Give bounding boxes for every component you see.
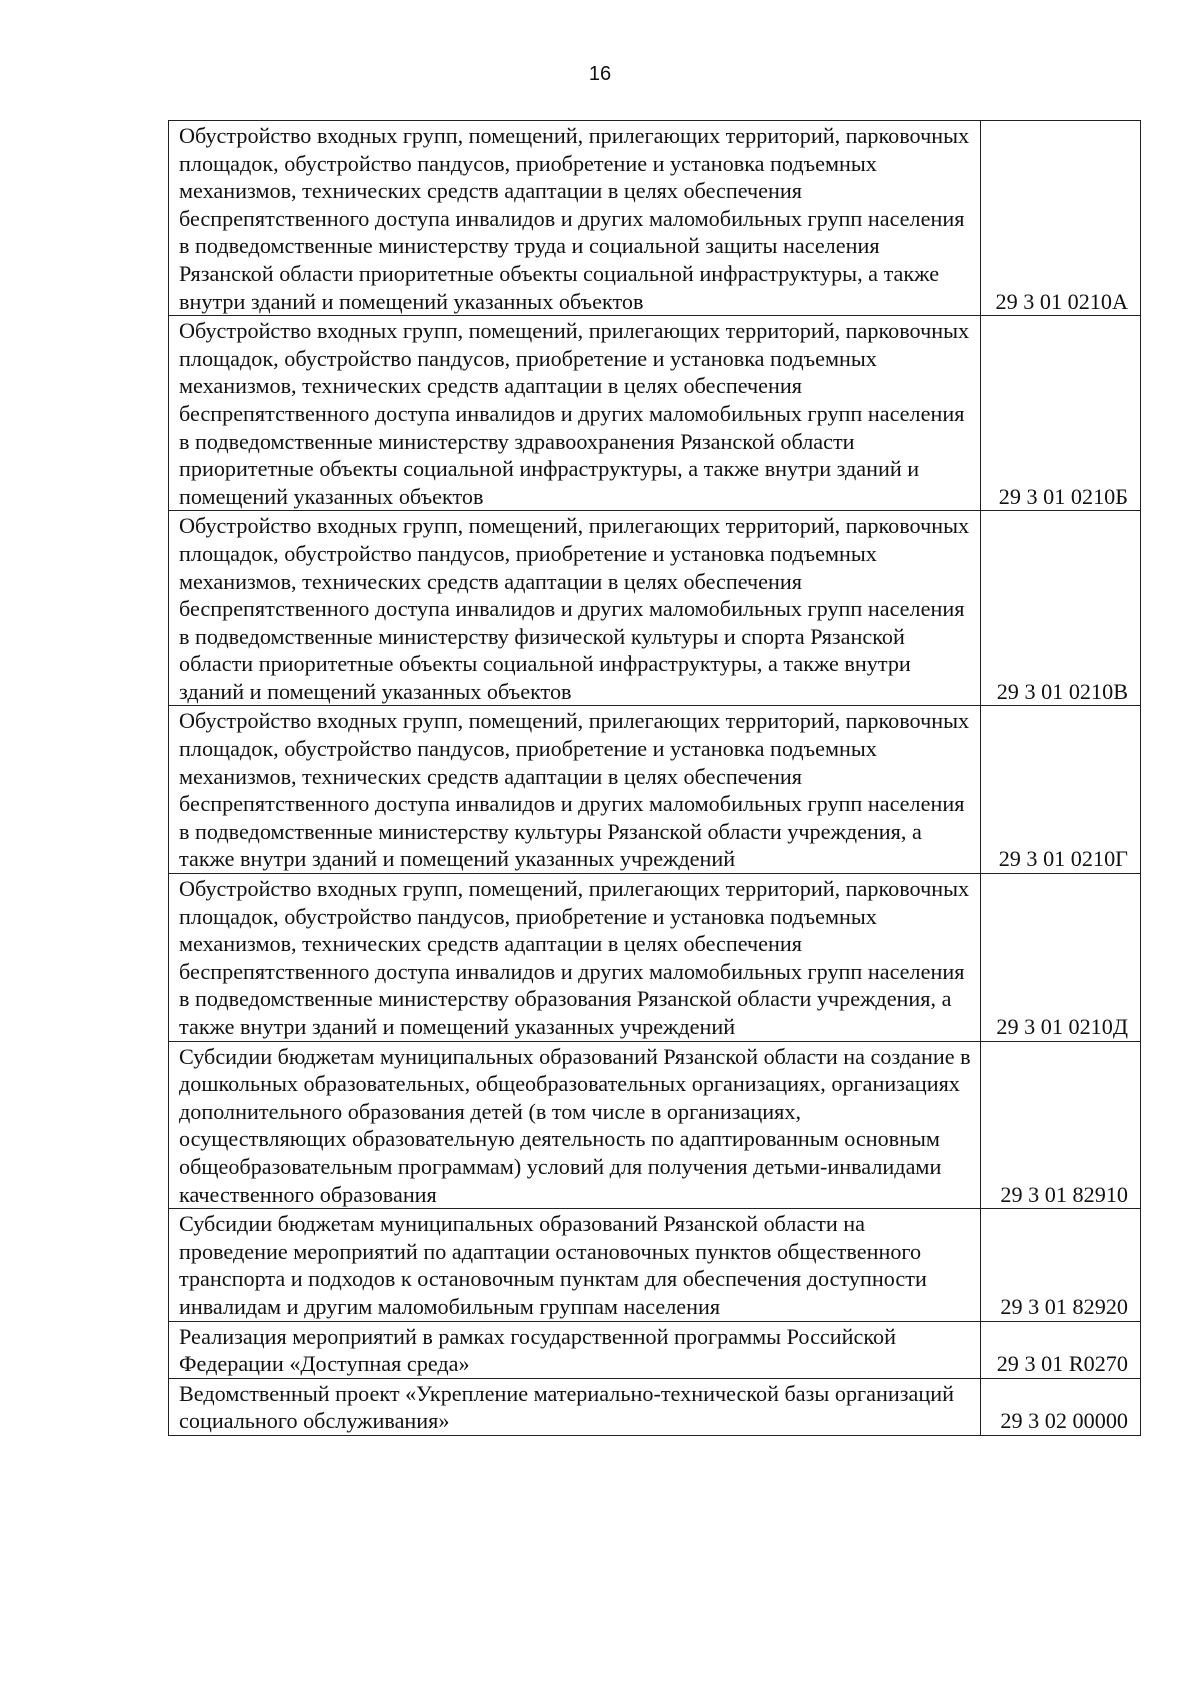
- table-row: [169, 121, 1141, 316]
- row-code: 29 3 01 0210Б: [980, 316, 1140, 511]
- row-code: 29 3 01 0210Г: [980, 706, 1140, 874]
- row-description: Обустройство входных групп, помещений, прилегающих территорий, парковочных площадок, обустройство пандусов, приобретение и установка подъемных механизмов, технических средств адаптации в целях обеспечения беспрепятственного доступа инвалидов и других маломобильных групп населения в подведомственные министерству культуры Рязанской области учреждения, а также внутри зданий и помещений указанных учреждений: [169, 706, 981, 874]
- row-code: 29 3 01 R0270: [980, 1321, 1140, 1378]
- table-row: [169, 511, 1141, 706]
- page-number: 16: [588, 63, 612, 85]
- budget-code-table: [168, 120, 1141, 1436]
- row-code: 29 3 01 0210В: [980, 511, 1140, 706]
- row-description: Субсидии бюджетам муниципальных образований Рязанской области на создание в дошкольных образовательных, общеобразовательных организациях, организациях дополнительного образования детей (в том числе в организациях, осуществляющих образовательную деятельность по адаптированным основным общеобразовательным программам) условий для получения детьми-инвалидами качественного образования: [169, 1041, 981, 1209]
- table-row: [169, 706, 1141, 874]
- row-description: Обустройство входных групп, помещений, прилегающих территорий, парковочных площадок, обустройство пандусов, приобретение и установка подъемных механизмов, технических средств адаптации в целях обеспечения беспрепятственного доступа инвалидов и других маломобильных групп населения в подведомственные министерству труда и социальной защиты населения Рязанской области приоритетные объекты социальной инфраструктуры, а также внутри зданий и помещений указанных объектов: [169, 121, 981, 316]
- row-code: 29 3 02 00000: [980, 1378, 1140, 1435]
- table-row: [169, 874, 1141, 1042]
- table-row: [169, 1041, 1141, 1209]
- row-code: 29 3 01 82920: [980, 1209, 1140, 1321]
- row-description: Ведомственный проект «Укрепление материально-технической базы организаций социального обслуживания»: [169, 1378, 981, 1435]
- row-code: 29 3 01 0210А: [980, 121, 1140, 316]
- row-description: Субсидии бюджетам муниципальных образований Рязанской области на проведение мероприятий по адаптации остановочных пунктов общественного транспорта и подходов к остановочным пунктам для обеспечения доступности инвалидам и другим маломобильным группам населения: [169, 1209, 981, 1321]
- row-description: Обустройство входных групп, помещений, прилегающих территорий, парковочных площадок, обустройство пандусов, приобретение и установка подъемных механизмов, технических средств адаптации в целях обеспечения беспрепятственного доступа инвалидов и других маломобильных групп населения в подведомственные министерству здравоохранения Рязанской области приоритетные объекты социальной инфраструктуры, а также внутри зданий и помещений указанных объектов: [169, 316, 981, 511]
- table-row: [169, 1378, 1141, 1435]
- row-code: 29 3 01 0210Д: [980, 874, 1140, 1042]
- row-code: 29 3 01 82910: [980, 1041, 1140, 1209]
- row-description: Обустройство входных групп, помещений, прилегающих территорий, парковочных площадок, обустройство пандусов, приобретение и установка подъемных механизмов, технических средств адаптации в целях обеспечения беспрепятственного доступа инвалидов и других маломобильных групп населения в подведомственные министерству физической культуры и спорта Рязанской области приоритетные объекты социальной инфраструктуры, а также внутри зданий и помещений указанных объектов: [169, 511, 981, 706]
- table-row: [169, 316, 1141, 511]
- table-row: [169, 1321, 1141, 1378]
- table-row: [169, 1209, 1141, 1321]
- row-description: Реализация мероприятий в рамках государственной программы Российской Федерации «Доступная среда»: [169, 1321, 981, 1378]
- row-description: Обустройство входных групп, помещений, прилегающих территорий, парковочных площадок, обустройство пандусов, приобретение и установка подъемных механизмов, технических средств адаптации в целях обеспечения беспрепятственного доступа инвалидов и других маломобильных групп населения в подведомственные министерству образования Рязанской области учреждения, а также внутри зданий и помещений указанных учреждений: [169, 874, 981, 1042]
